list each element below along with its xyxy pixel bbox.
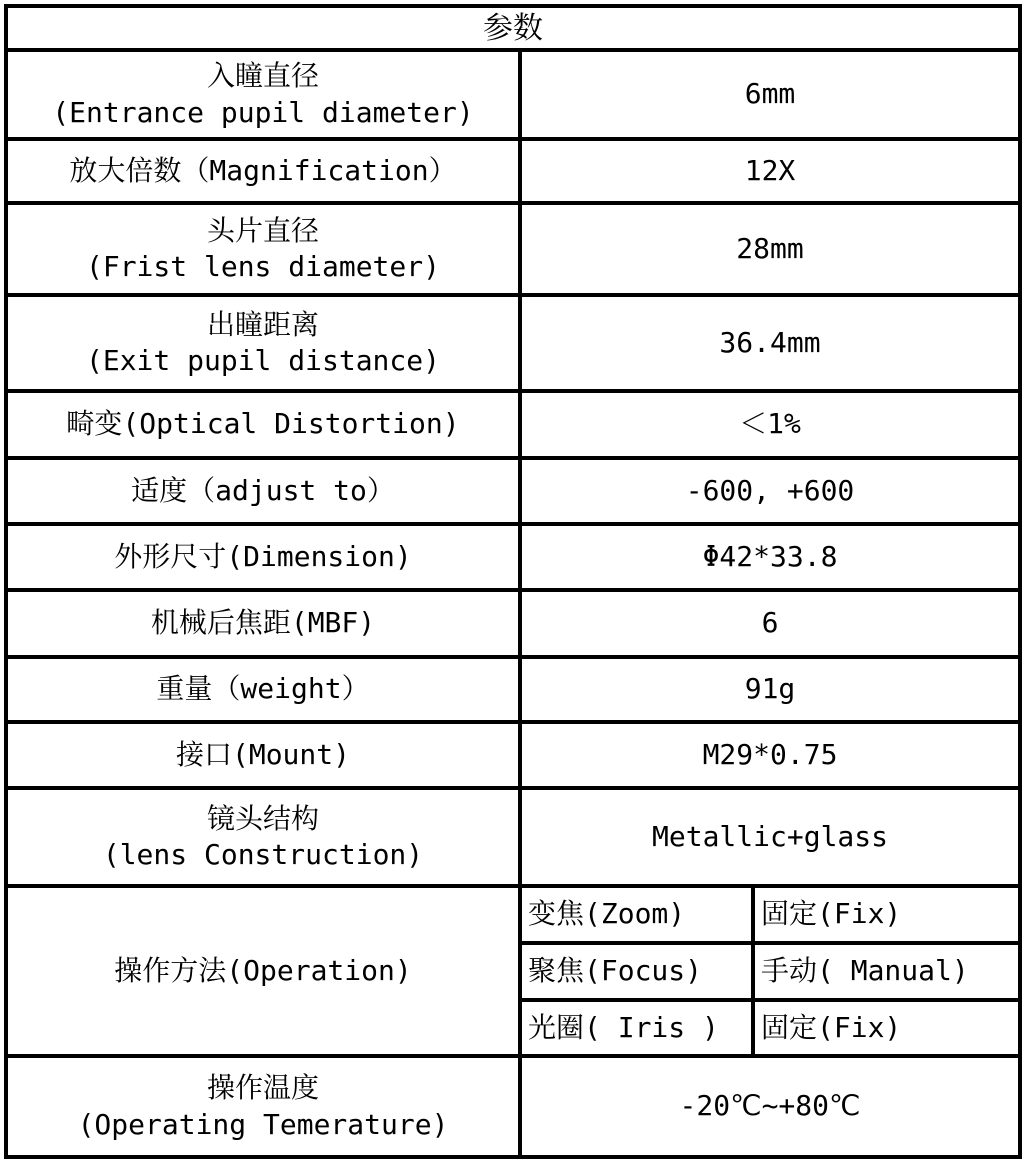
table-row bbox=[6, 139, 1020, 203]
param-name bbox=[6, 203, 520, 295]
param-name: 接口(Mount) bbox=[6, 722, 520, 788]
table-row bbox=[6, 524, 1020, 590]
param-value: 28mm bbox=[520, 203, 1020, 295]
operation-item-name: 聚焦(Focus) bbox=[520, 943, 753, 1000]
param-name-cn: 镜头结构 bbox=[206, 801, 319, 835]
param-value: Metallic+glass bbox=[520, 788, 1020, 886]
param-name bbox=[6, 295, 520, 391]
param-name-cn: 入瞳直径 bbox=[206, 59, 319, 93]
param-name-cn: 操作温度 bbox=[206, 1071, 319, 1105]
operation-item-name: 光圈( Iris ) bbox=[520, 1000, 753, 1056]
param-value: 36.4mm bbox=[520, 295, 1020, 391]
operation-item-name: 变焦(Zoom) bbox=[520, 886, 753, 943]
param-name-en: (Entrance pupil diameter) bbox=[52, 95, 474, 129]
param-name bbox=[6, 1056, 520, 1157]
table-row bbox=[6, 50, 1020, 139]
param-name-cn: 出瞳距离 bbox=[206, 307, 319, 341]
param-value: 91g bbox=[520, 657, 1020, 722]
param-value: 6 bbox=[520, 590, 1020, 657]
table-title: 参数 bbox=[6, 6, 1020, 50]
param-name: 外形尺寸(Dimension) bbox=[6, 524, 520, 590]
table-row bbox=[6, 722, 1020, 788]
param-name-en: (Frist lens diameter) bbox=[85, 250, 440, 283]
param-value: ＜1% bbox=[520, 391, 1020, 458]
table-row bbox=[6, 590, 1020, 657]
table-row bbox=[6, 295, 1020, 391]
table-row bbox=[6, 6, 1020, 50]
param-name: 重量（weight） bbox=[6, 657, 520, 722]
param-value: M29*0.75 bbox=[520, 722, 1020, 788]
param-value: 6mm bbox=[520, 50, 1020, 139]
param-name-en: (Operating Temerature) bbox=[77, 1107, 449, 1141]
param-name: 适度（adjust to） bbox=[6, 458, 520, 524]
table-row bbox=[6, 458, 1020, 524]
spec-table bbox=[4, 4, 1022, 1159]
operation-item-value: 手动( Manual) bbox=[753, 943, 1020, 1000]
param-value: 12X bbox=[520, 139, 1020, 203]
table-row bbox=[6, 657, 1020, 722]
param-name: 放大倍数（Magnification） bbox=[6, 139, 520, 203]
param-name bbox=[6, 788, 520, 886]
param-name: 畸变(Optical Distortion) bbox=[6, 391, 520, 458]
table-row bbox=[6, 391, 1020, 458]
param-name-cn: 头片直径 bbox=[206, 213, 319, 247]
param-name-en: (lens Construction) bbox=[102, 838, 424, 871]
param-value: -20℃~+80℃ bbox=[520, 1056, 1020, 1157]
param-value: Φ42*33.8 bbox=[520, 524, 1020, 590]
operation-item-value: 固定(Fix) bbox=[753, 1000, 1020, 1056]
param-value: -600, +600 bbox=[520, 458, 1020, 524]
param-name-en: (Exit pupil distance) bbox=[85, 344, 440, 377]
table-row bbox=[6, 203, 1020, 295]
param-name bbox=[6, 50, 520, 139]
table-row bbox=[6, 886, 1020, 943]
table-row bbox=[6, 788, 1020, 886]
operation-item-value: 固定(Fix) bbox=[753, 886, 1020, 943]
table-row bbox=[6, 1056, 1020, 1157]
param-name: 机械后焦距(MBF) bbox=[6, 590, 520, 657]
operation-label: 操作方法(Operation) bbox=[6, 886, 520, 1056]
